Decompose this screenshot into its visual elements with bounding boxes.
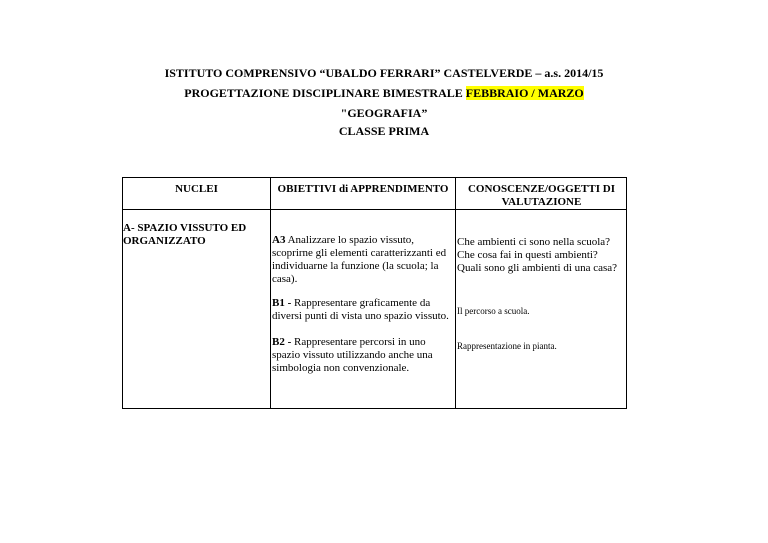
objective-text: Analizzare lo spazio vissuto, scoprirne gli elementi caratterizzanti ed individuarne la funzione (la scuola; la casa).: [272, 234, 447, 285]
column-divider-1: [270, 178, 271, 408]
school-title: ISTITUTO COMPRENSIVO “UBALDO FERRARI” CASTELVERDE – a.s. 2014/15: [164, 66, 604, 80]
content-pianta: Rappresentazione in pianta.: [457, 341, 557, 351]
objective-a3: [272, 234, 454, 286]
objective-code: A3: [272, 234, 286, 246]
header-divider: [123, 209, 626, 210]
subject-title: "GEOGRAFIA”: [340, 106, 428, 120]
objective-b2: [272, 336, 454, 375]
nucleo-cell: A- SPAZIO VISSUTO ED ORGANIZZATO: [123, 222, 247, 247]
objective-text: Rappresentare graficamente da diversi punti di vista uno spazio vissuto.: [272, 297, 449, 322]
column-divider-2: [455, 178, 456, 408]
class-title: CLASSE PRIMA: [338, 124, 430, 138]
objective-code: B1 -: [272, 297, 292, 309]
content-line: Che ambienti ci sono nella scuola?: [457, 236, 611, 248]
objective-code: B2 -: [272, 336, 292, 348]
content-line: Che cosa fai in questi ambienti?: [457, 249, 598, 261]
period-highlight: FEBBRAIO / MARZO: [465, 86, 584, 100]
curriculum-table: [122, 177, 627, 409]
planning-title: [0, 86, 768, 100]
objective-text: Rappresentare percorsi in uno spazio vissuto utilizzando anche una simbologia non convenzionale.: [272, 336, 433, 374]
content-questions: [457, 236, 627, 275]
header-obiettivi: OBIETTIVI di APPRENDIMENTO: [277, 183, 449, 195]
content-line: Quali sono gli ambienti di una casa?: [457, 262, 618, 274]
planning-title-prefix: PROGETTAZIONE DISCIPLINARE BIMESTRALE: [184, 86, 466, 100]
header-nuclei: NUCLEI: [175, 183, 218, 195]
header-conoscenze: CONOSCENZE/OGGETTI DI VALUTAZIONE: [467, 183, 615, 208]
objective-b1: [272, 297, 454, 323]
content-percorso: Il percorso a scuola.: [457, 306, 530, 316]
